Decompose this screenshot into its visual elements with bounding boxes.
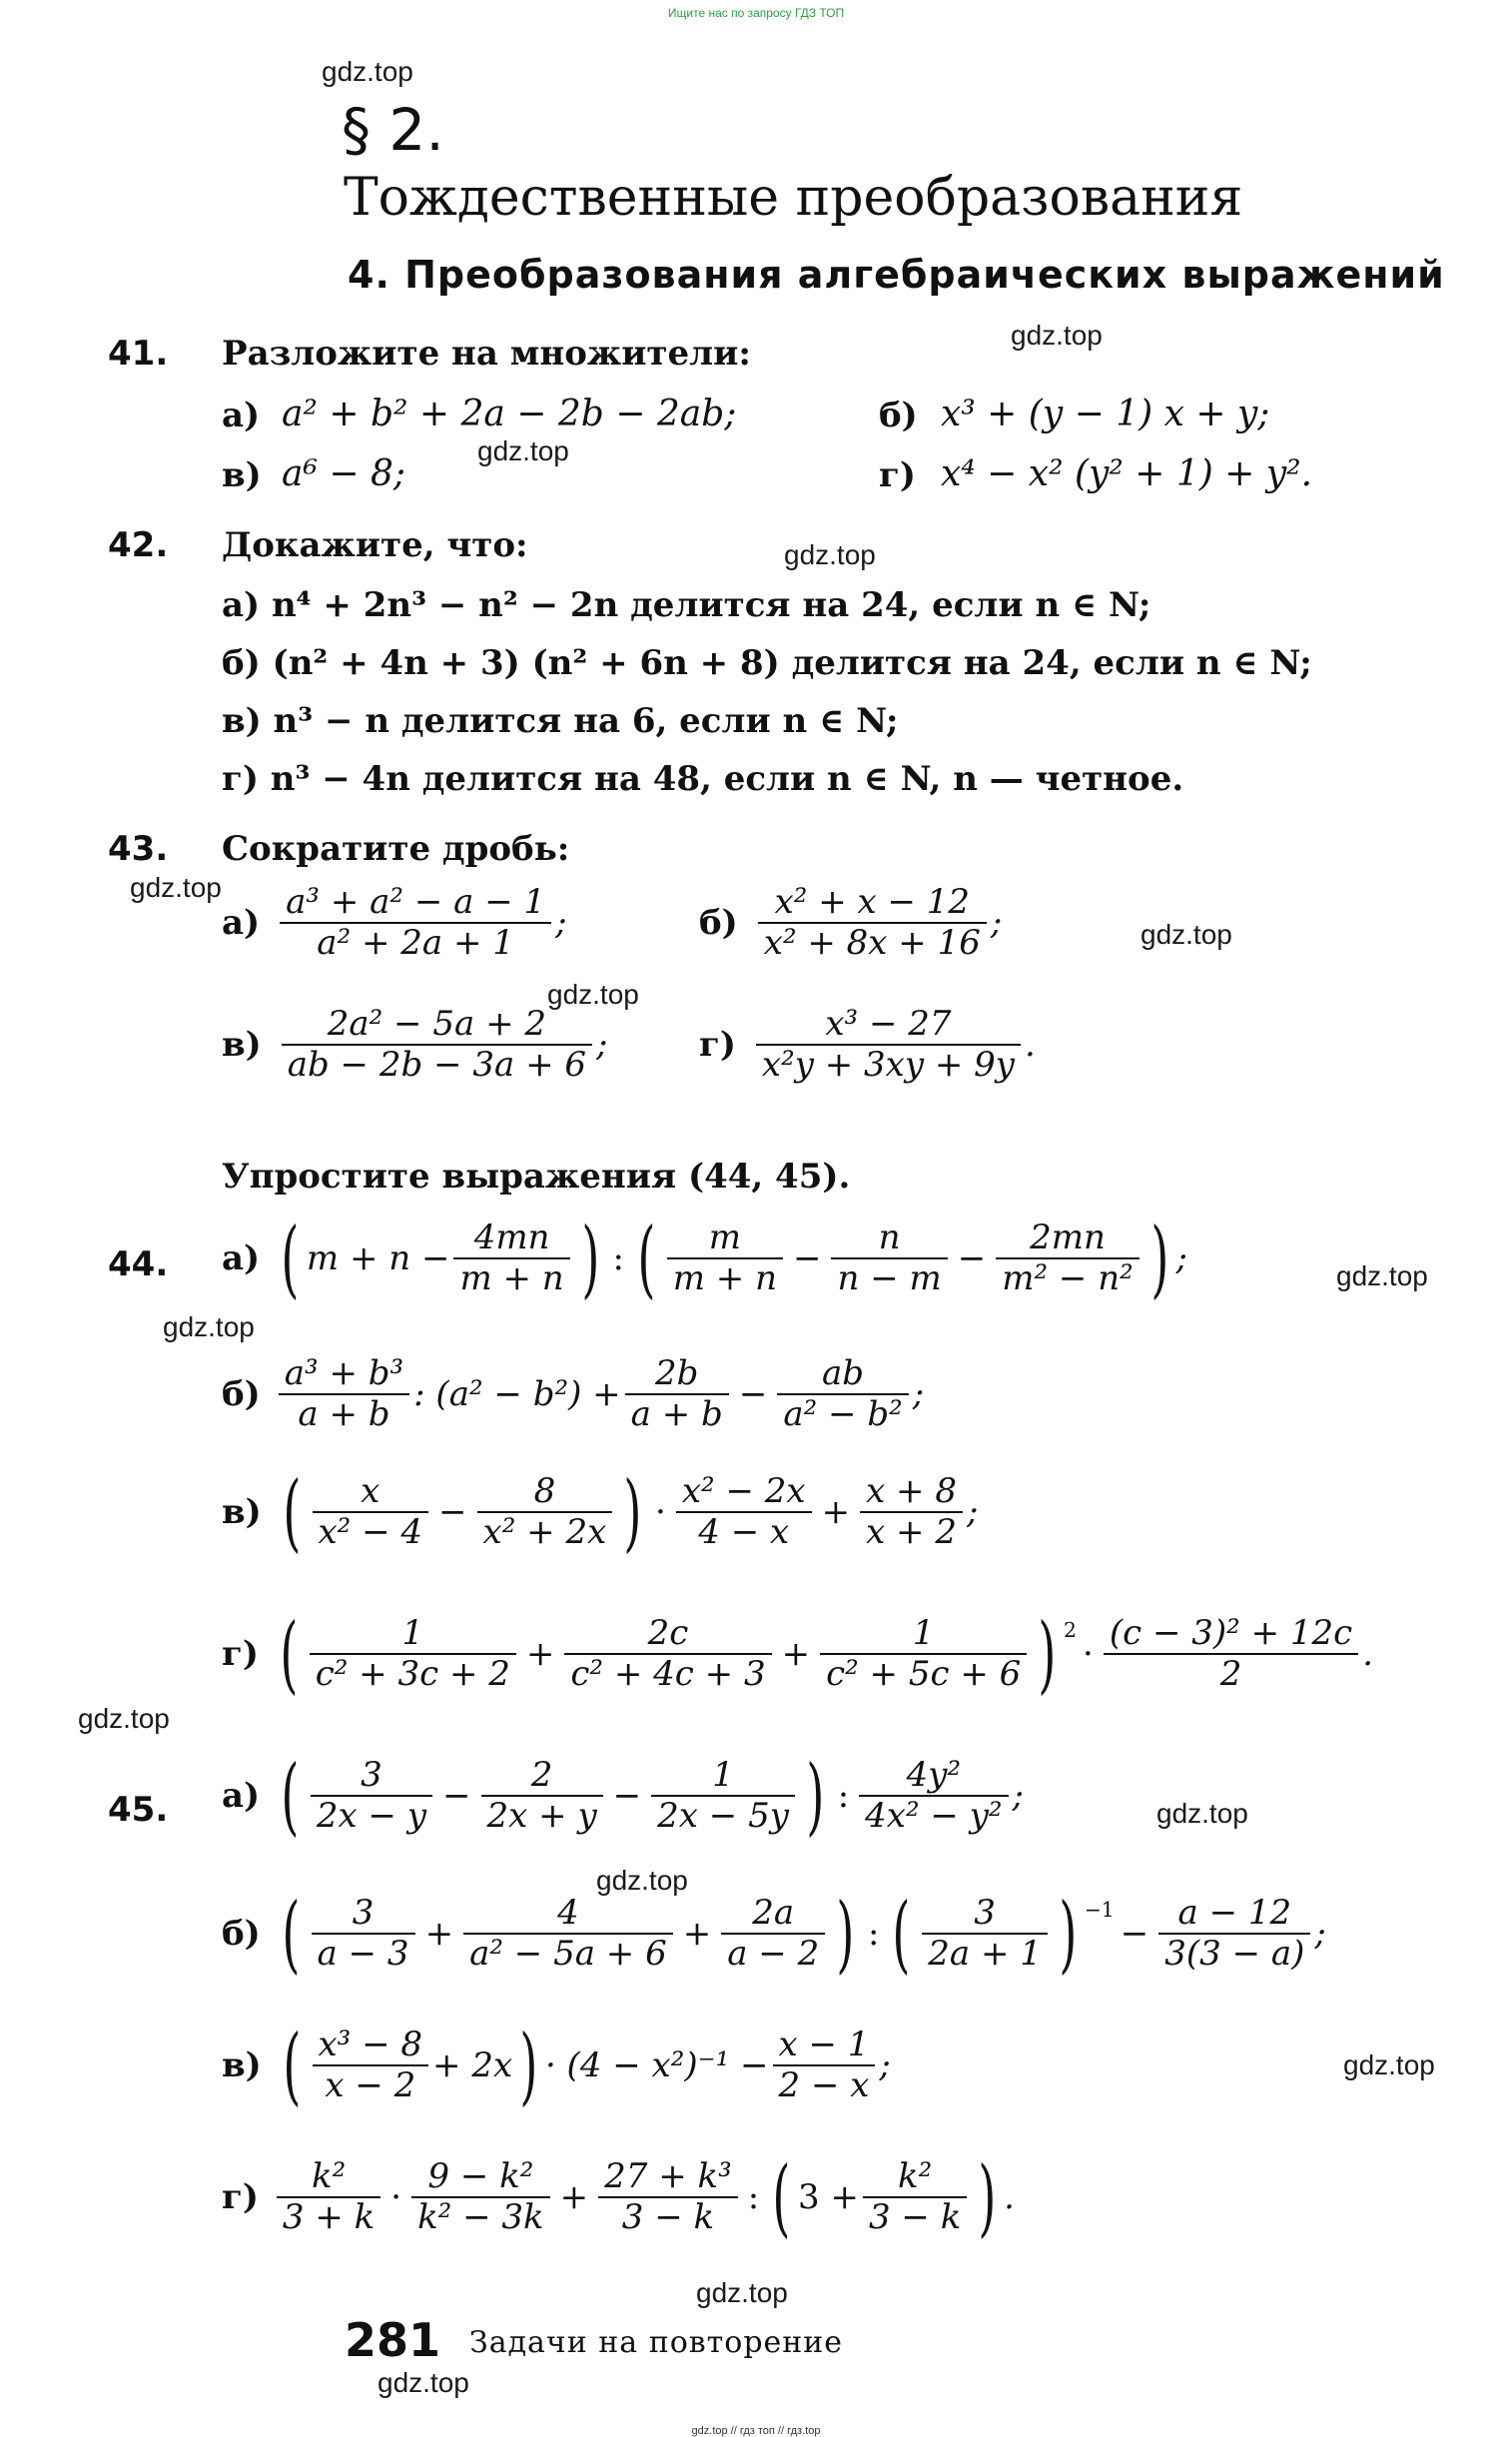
fraction-item: г) $\frac{\text{x³ − 27}}{\text{x²y + 3xy + 9y}}$ . bbox=[699, 1004, 1036, 1086]
expression: x³ + (y − 1) x + y; bbox=[941, 394, 1270, 434]
watermark: gdz.top bbox=[130, 872, 222, 903]
problem-number: 45. bbox=[108, 1790, 169, 1830]
item-label: г) bbox=[879, 455, 916, 495]
watermark: gdz.top bbox=[1336, 1260, 1428, 1291]
problem-task: Разложите на множители: bbox=[222, 334, 751, 374]
item-label: а) bbox=[222, 396, 261, 435]
expression-44d: г) ( $\frac{1}{\text{c² + 3c + 2}}$ + $\frac{2c}{\text{c² + 4c + 3}}$ + $\frac{1}{\text{c² + 5c + 6}}$ ) $^2$ · $\frac{\text{(c − 3)² + 12c}}{2}$ . bbox=[222, 1605, 1374, 1703]
fraction-item: а) $\frac{\text{a³ + a² − a − 1}}{\text{a² + 2a + 1}}$ ; bbox=[222, 882, 567, 964]
item-label: в) bbox=[222, 455, 262, 495]
simplify-heading: Упростите выражения (44, 45). bbox=[222, 1157, 851, 1197]
watermark: gdz.top bbox=[1156, 1798, 1248, 1829]
watermark: gdz.top bbox=[696, 2277, 788, 2308]
watermark: gdz.top bbox=[477, 435, 569, 466]
problem-task: Докажите, что: bbox=[222, 525, 528, 565]
problem-number: 42. bbox=[108, 525, 169, 565]
expression: x⁴ − x² (y² + 1) + y². bbox=[941, 453, 1313, 494]
statement: а) n⁴ + 2n³ − n² − 2n делится на 24, если n ∈ N; bbox=[222, 585, 1151, 625]
problem-number: 44. bbox=[108, 1244, 169, 1284]
expression-44b: б) $\frac{\text{a³ + b³}}{a + b}$ : (a² − b²) + $\frac{2b}{a + b}$ − $\frac{ab}{\text{a² − b²}}$ ; bbox=[222, 1353, 925, 1435]
watermark: gdz.top bbox=[322, 56, 413, 87]
expression-45d: г) $\frac{\text{k²}}{3 + k}$ · $\frac{\text{9 − k²}}{\text{k² − 3k}}$ + $\frac{\text{27 + k³}}{3 - k}$ : ( 3 + $\frac{\text{k²}}{3 - k}$ ) . bbox=[222, 2148, 1015, 2246]
problem-number: 43. bbox=[108, 829, 169, 869]
running-footer: Задачи на повторение bbox=[469, 2325, 844, 2360]
expression-44c: в) ( $\frac{x}{\text{x² − 4}}$ − $\frac{8}{\text{x² + 2x}}$ ) · $\frac{\text{x² − 2x}}{4 - x}$ + $\frac{x + 8}{x + 2}$ ; bbox=[222, 1463, 979, 1561]
watermark: gdz.top bbox=[78, 1703, 170, 1734]
expression-45a: а) ( $\frac{3}{2x - y}$ − $\frac{2}{2x + y}$ − $\frac{1}{2x - 5y}$ ) : $\frac{\text{4y²}}{\text{4x² − y²}}$ ; bbox=[222, 1747, 1025, 1845]
expression: a² + b² + 2a − 2b − 2ab; bbox=[282, 394, 737, 434]
watermark: gdz.top bbox=[1140, 919, 1232, 950]
bottom-line: gdz.top // гдз топ // гдз.top bbox=[691, 2425, 821, 2437]
watermark: gdz.top bbox=[378, 2367, 469, 2398]
watermark: gdz.top bbox=[1011, 320, 1103, 351]
expression: a⁶ − 8; bbox=[282, 453, 405, 494]
watermark: gdz.top bbox=[1343, 2049, 1435, 2080]
expression-45b: б) ( $\frac{3}{a - 3}$ + $\frac{4}{\text{a² − 5a + 6}}$ + $\frac{2a}{a - 2}$ ) : ( $\frac{3}{2a + 1}$ ) $^{-1}$ − $\frac{a - 12}{3(3 - a)}$ ; bbox=[222, 1885, 1326, 1983]
section-subtitle: 4. Преобразования алгебраических выражений bbox=[348, 253, 1445, 297]
expression-44a: а) ( m + n − $\frac{4mn}{m + n}$ ) : ( $\frac{m}{m + n}$ − $\frac{n}{n - m}$ − $\frac{2mn}{\text{m² − n²}}$ ) ; bbox=[222, 1210, 1187, 1307]
page-number: 281 bbox=[345, 2313, 441, 2367]
top-banner: Ищите нас по запросу ГДЗ ТОП bbox=[667, 6, 845, 20]
statement: б) (n² + 4n + 3) (n² + 6n + 8) делится на 24, если n ∈ N; bbox=[222, 643, 1312, 683]
section-title: Тождественные преобразования bbox=[344, 168, 1243, 228]
expression-45c: в) ( $\frac{\text{x³ − 8}}{x - 2}$ + 2x ) · (4 − x²)⁻¹ − $\frac{x - 1}{2 - x}$ ; bbox=[222, 2017, 891, 2114]
fraction-item: в) $\frac{\text{2a² − 5a + 2}}{ab - 2b - 3a + 6}$ ; bbox=[222, 1004, 608, 1086]
fraction-item: б) $\frac{\text{x² + x − 12}}{\text{x² + 8x + 16}}$ ; bbox=[699, 882, 1003, 964]
statement: в) n³ − n делится на 6, если n ∈ N; bbox=[222, 701, 899, 741]
watermark: gdz.top bbox=[596, 1865, 688, 1896]
watermark: gdz.top bbox=[163, 1311, 255, 1342]
problem-task: Сократите дробь: bbox=[222, 829, 570, 869]
item-label: б) bbox=[879, 396, 918, 435]
section-mark: § 2. bbox=[342, 96, 444, 164]
problem-number: 41. bbox=[108, 334, 169, 374]
statement: г) n³ − 4n делится на 48, если n ∈ N, n — четное. bbox=[222, 759, 1184, 799]
watermark: gdz.top bbox=[547, 979, 639, 1010]
watermark: gdz.top bbox=[784, 539, 876, 570]
